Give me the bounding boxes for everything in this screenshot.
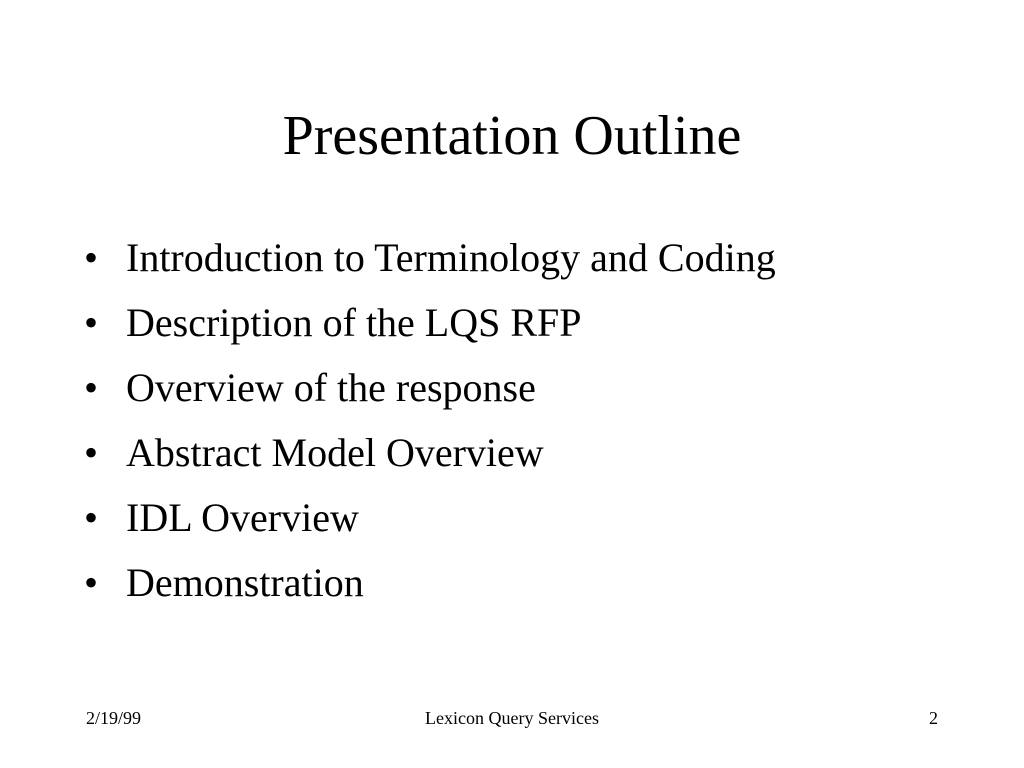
bullet-text: Description of the LQS RFP — [126, 300, 582, 345]
bullet-item — [84, 230, 776, 295]
bullet-icon: • — [84, 560, 99, 605]
bullet-icon: • — [84, 495, 99, 540]
bullet-icon: • — [84, 235, 99, 280]
bullet-item — [84, 360, 776, 425]
footer-title: Lexicon Query Services — [425, 708, 599, 728]
bullet-icon: • — [84, 365, 99, 410]
bullet-icon: • — [84, 430, 99, 475]
bullet-list — [84, 230, 776, 620]
bullet-text: Abstract Model Overview — [126, 430, 544, 475]
page-number: 2 — [929, 708, 938, 728]
bullet-item — [84, 555, 776, 620]
bullet-text: IDL Overview — [126, 495, 359, 540]
bullet-item — [84, 425, 776, 490]
footer-date: 2/19/99 — [86, 708, 142, 728]
bullet-text: Introduction to Terminology and Coding — [126, 235, 776, 280]
bullet-text: Demonstration — [126, 560, 364, 605]
bullet-text: Overview of the response — [126, 365, 536, 410]
bullet-item — [84, 295, 776, 360]
bullet-item — [84, 490, 776, 555]
bullet-icon: • — [84, 300, 99, 345]
slide-title: Presentation Outline — [282, 105, 742, 167]
